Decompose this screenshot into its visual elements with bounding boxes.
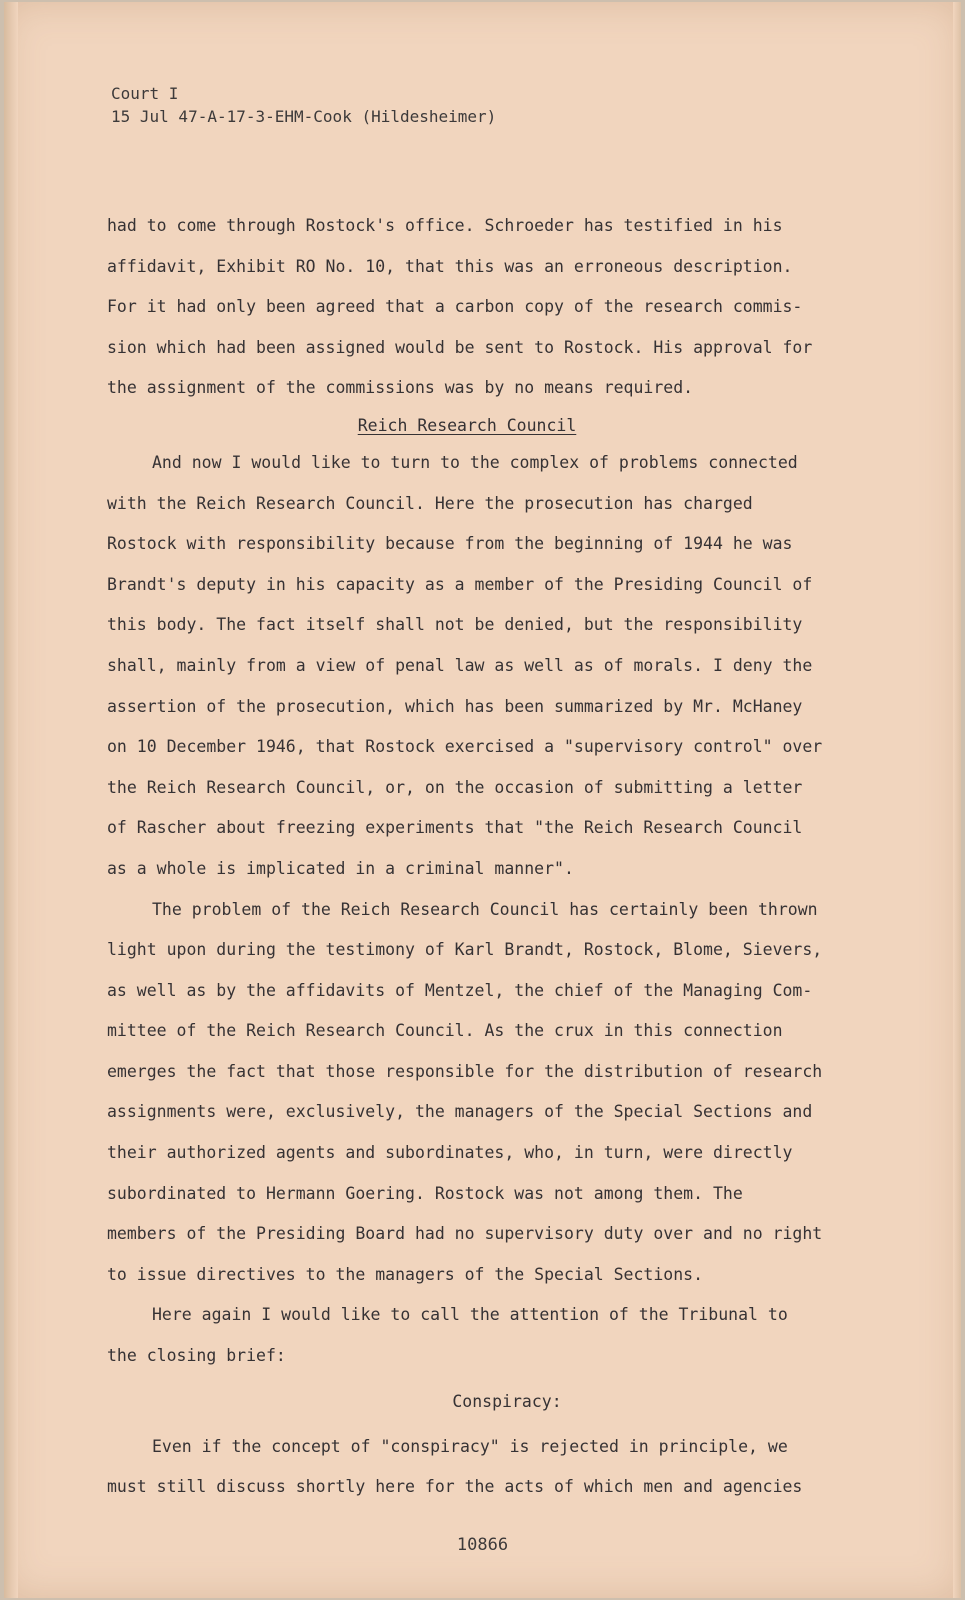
document-body bbox=[107, 206, 867, 1508]
text-line: members of the Presiding Board had no supervisory duty over and no right bbox=[107, 1224, 823, 1244]
text-line: the assignment of the commissions was by no means required. bbox=[107, 378, 694, 398]
paragraph-4 bbox=[107, 1295, 867, 1376]
text-line: emerges the fact that those responsible for the distribution of research bbox=[107, 1061, 823, 1081]
text-line: to issue directives to the managers of the Special Sections. bbox=[107, 1264, 704, 1284]
reference-line: 15 Jul 47-A-17-3-EHM-Cook (Hildesheimer) bbox=[111, 107, 497, 126]
text-line: this body. The fact itself shall not be denied, but the responsibility bbox=[107, 615, 803, 635]
text-line: mittee of the Reich Research Council. As the crux in this connection bbox=[107, 1021, 783, 1041]
section-heading-conspiracy: Conspiracy: bbox=[452, 1391, 562, 1411]
text-line: as well as by the affidavits of Mentzel, the chief of the Managing Com- bbox=[107, 980, 813, 1000]
text-line: of Rascher about freezing experiments that "the Reich Research Council bbox=[107, 818, 803, 838]
text-line: subordinated to Hermann Goering. Rostock was not among them. The bbox=[107, 1183, 743, 1203]
text-line: the closing brief: bbox=[107, 1346, 286, 1366]
text-line: Even if the concept of "conspiracy" is rejected in principle, we bbox=[152, 1436, 788, 1456]
text-line: the Reich Research Council, or, on the occasion of submitting a letter bbox=[107, 777, 803, 797]
text-line: sion which had been assigned would be sent to Rostock. His approval for bbox=[107, 337, 813, 357]
section-heading-text: Reich Research Council bbox=[357, 415, 577, 435]
text-line: And now I would like to turn to the complex of problems connected bbox=[152, 452, 798, 472]
text-line: The problem of the Reich Research Council has certainly been thrown bbox=[152, 899, 818, 919]
text-line: Rostock with responsibility because from the beginning of 1944 he was bbox=[107, 534, 793, 554]
text-line: shall, mainly from a view of penal law as well as of morals. I deny the bbox=[107, 655, 813, 675]
paragraph-1 bbox=[107, 206, 867, 409]
text-line: had to come through Rostock's office. Schroeder has testified in his bbox=[107, 216, 783, 235]
text-line: For it had only been agreed that a carbon copy of the research commis- bbox=[107, 297, 803, 317]
court-line: Court I bbox=[111, 84, 179, 103]
paragraph-5 bbox=[107, 1427, 867, 1508]
text-line: affidavit, Exhibit RO No. 10, that this was an erroneous description. bbox=[107, 256, 793, 276]
page-number: 10866 bbox=[456, 1535, 509, 1555]
text-line: Brandt's deputy in his capacity as a member of the Presiding Council of bbox=[107, 574, 813, 594]
text-line: with the Reich Research Council. Here the prosecution has charged bbox=[107, 493, 753, 513]
text-line: must still discuss shortly here for the acts of which men and agencies bbox=[107, 1477, 803, 1497]
text-line: light upon during the testimony of Karl Brandt, Rostock, Blome, Sievers, bbox=[107, 940, 823, 960]
paragraph-2 bbox=[107, 443, 867, 890]
document-header bbox=[111, 82, 496, 128]
text-line: assignments were, exclusively, the managers of the Special Sections and bbox=[107, 1102, 813, 1122]
text-line: as a whole is implicated in a criminal manner". bbox=[107, 858, 574, 878]
text-line: on 10 December 1946, that Rostock exercised a "supervisory control" over bbox=[107, 737, 823, 757]
text-line: their authorized agents and subordinates, who, in turn, were directly bbox=[107, 1143, 793, 1163]
document-page bbox=[4, 2, 961, 1598]
section-heading-reich-research-council bbox=[107, 409, 827, 443]
text-line: assertion of the prosecution, which has been summarized by Mr. McHaney bbox=[107, 696, 803, 716]
paragraph-3 bbox=[107, 890, 867, 1296]
text-line: Here again I would like to call the attention of the Tribunal to bbox=[152, 1305, 788, 1325]
